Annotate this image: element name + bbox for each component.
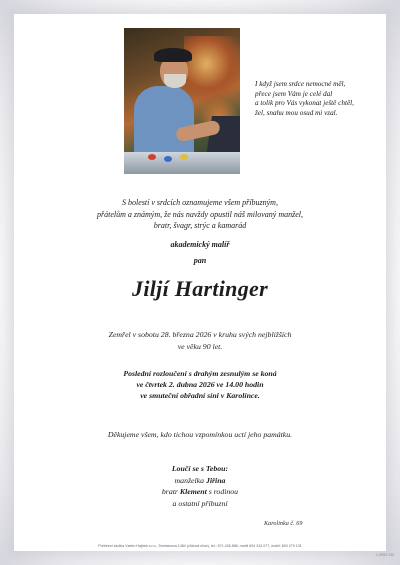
- funeral-service-footer: Pohřební služba Vsetín Hajtrek s.r.o., Smetanova 1484 (vůčová ulice), tel.: 571 426 888, mobil 604 243 077, mobil: 603 279 131: [98, 544, 302, 548]
- funeral-line: Poslední rozloučení s drahým zesnulým se koná: [123, 369, 277, 378]
- poem-line: žel, snahu mou osud mi vzal.: [255, 108, 338, 117]
- deceased-title: akademický malíř: [170, 240, 230, 249]
- funeral-line: ve čtvrtek 2. dubna 2026 ve 14.00 hodin: [136, 380, 264, 389]
- poem-line: I když jsem srdce nemocné měl,: [255, 80, 346, 88]
- portrait-photo: [124, 28, 240, 174]
- poem-line: a tolik pro Vás vykonat ještě chtěl,: [255, 99, 354, 108]
- mourners-list: [14, 463, 386, 509]
- thanks-note: Děkujeme všem, kdo tichou vzpomínkou uctí jeho památku.: [107, 430, 293, 439]
- mourner-brother: bratr Klement s rodinou: [161, 487, 239, 496]
- intro-line: bratr, švagr, strýc a kamarád: [153, 221, 247, 230]
- funeral-details: [14, 368, 386, 401]
- memorial-poem: [255, 80, 385, 118]
- print-stamp: 1 ORIG 130: [376, 553, 395, 557]
- funeral-line: ve smuteční obřadní síni v Karolínce.: [140, 391, 260, 400]
- honorific: pan: [193, 256, 207, 265]
- intro-line: přátelům a známým, že nás navždy opustil náš milovaný manžel,: [97, 209, 303, 219]
- mourners-heading: Loučí se s Tebou:: [171, 464, 229, 473]
- poem-line: přece jsem Vám je celé dal: [255, 89, 333, 98]
- death-line: Zemřel v sobotu 28. března 2026 v kruhu svých nejbližších: [108, 330, 292, 339]
- death-line: ve věku 90 let.: [177, 341, 223, 351]
- intro-line: S bolestí v srdcích oznamujeme všem příbuzným,: [122, 198, 278, 207]
- death-notice: [14, 329, 386, 352]
- mourner-wife: manželka Jiřina: [174, 475, 226, 485]
- home-address: Karolinka č. 69: [264, 520, 303, 527]
- mourner-others: a ostatní příbuzní: [172, 498, 228, 508]
- deceased-name: Jiljí Hartinger: [132, 276, 268, 301]
- announcement-intro: [14, 197, 386, 232]
